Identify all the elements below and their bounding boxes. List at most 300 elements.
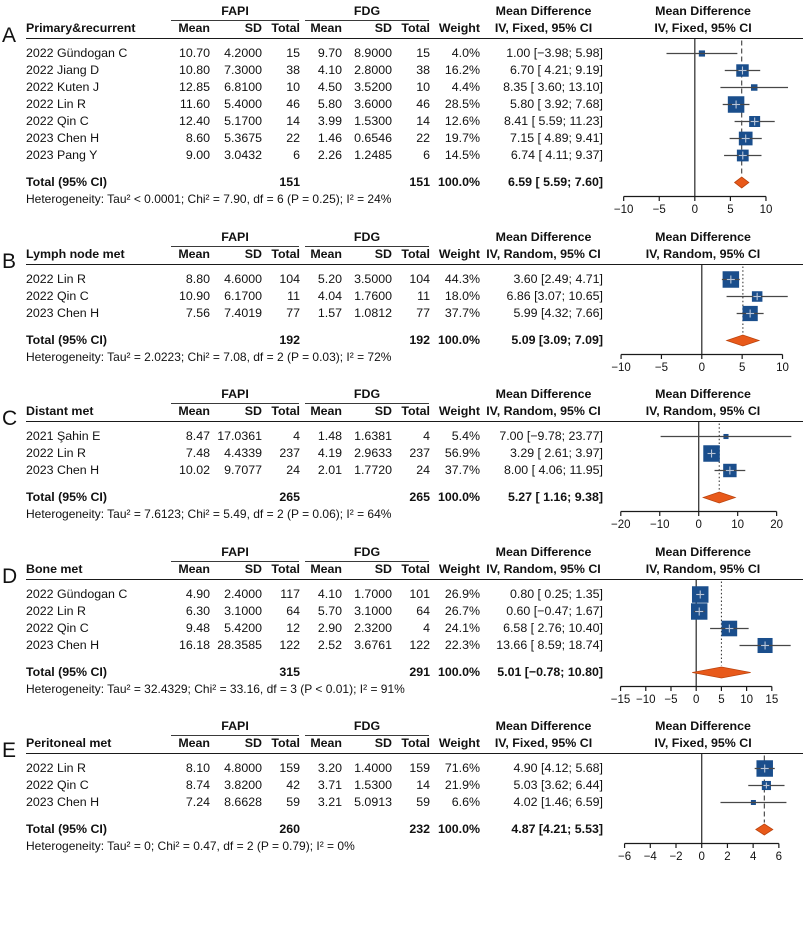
- study-weight: 22.3%: [444, 637, 480, 652]
- axis-tick-label: −4: [643, 851, 657, 863]
- col-total2: Total: [401, 21, 430, 35]
- panel-body: [26, 422, 803, 533]
- axis-tick-label: −10: [613, 204, 634, 216]
- fapi-total: 77: [286, 305, 300, 320]
- modality2-header: FDG: [305, 386, 429, 404]
- data-table: [26, 580, 605, 708]
- fdg-mean: 9.70: [317, 46, 342, 60]
- axis-tick-label: 4: [749, 851, 757, 863]
- axis-tick-label: 10: [776, 361, 789, 374]
- fdg-sd: 1.0812: [354, 305, 392, 320]
- fdg-mean: 2.90: [317, 620, 342, 635]
- total-label: Total (95% CI): [26, 490, 108, 504]
- study-weight: 6.6%: [451, 795, 480, 809]
- col-sd2: SD: [374, 246, 392, 261]
- fdg-sd: 2.9633: [354, 446, 392, 460]
- panel-letter: B: [2, 249, 17, 273]
- col-weight: Weight: [438, 21, 480, 35]
- modality2-header: FDG: [305, 3, 429, 21]
- study-weight: 37.7%: [444, 463, 480, 477]
- fapi-total: 122: [279, 637, 300, 652]
- study-ci: 3.60 [2.49; 4.71]: [513, 271, 603, 286]
- fdg-mean: 4.19: [317, 446, 342, 460]
- fapi-mean: 8.60: [185, 131, 210, 145]
- panel-body: [26, 39, 803, 218]
- study-row: [26, 271, 605, 288]
- study-row: [26, 62, 605, 79]
- study-weight: 21.9%: [444, 778, 480, 792]
- study-row: [26, 147, 605, 164]
- study-row: [26, 96, 605, 113]
- study-row: [26, 445, 605, 462]
- col-total1: Total: [271, 21, 300, 35]
- total-diamond: [703, 492, 735, 503]
- study-row: [26, 113, 605, 130]
- total-diamond: [727, 335, 759, 346]
- fapi-mean: 7.24: [185, 795, 210, 809]
- fdg-total: 22: [416, 131, 430, 145]
- study-row: [26, 760, 605, 777]
- study-ci: 7.15 [ 4.89; 9.41]: [509, 131, 603, 145]
- fapi-mean: 7.56: [185, 305, 210, 320]
- fapi-total: 11: [287, 288, 300, 303]
- study-label: 2022 Lin R: [26, 446, 86, 460]
- fapi-total: 12: [286, 620, 300, 635]
- col-sd1: SD: [244, 404, 262, 418]
- fdg-sd: 1.5300: [354, 778, 392, 792]
- model-header: IV, Random, 95% CI: [486, 246, 601, 261]
- panel-header: [26, 718, 803, 754]
- panel-header: [26, 229, 803, 265]
- data-table: [26, 422, 605, 533]
- study-rows: [26, 586, 605, 654]
- fdg-mean: 3.99: [317, 114, 342, 128]
- fapi-total: 117: [280, 586, 300, 601]
- table-header: [26, 3, 605, 37]
- total-n1: 192: [279, 332, 300, 347]
- study-row: [26, 305, 605, 322]
- plot-header: [605, 229, 801, 263]
- fapi-sd: 8.6628: [224, 795, 262, 809]
- fdg-mean: 4.04: [317, 288, 342, 303]
- axis-tick-label: 6: [775, 851, 783, 863]
- study-weight: 24.1%: [444, 620, 480, 635]
- axis-tick-label: 5: [718, 693, 725, 706]
- total-row: [26, 489, 605, 506]
- total-diamond: [692, 667, 750, 678]
- study-rows: [26, 45, 605, 164]
- total-n2: 151: [409, 175, 430, 189]
- forest-panel: [0, 718, 803, 865]
- forest-plot-svg: [605, 580, 801, 708]
- col-weight: Weight: [438, 404, 480, 418]
- total-weight: 100.0%: [437, 664, 480, 679]
- plot-header: [605, 3, 801, 37]
- col-mean2: Mean: [310, 21, 342, 35]
- study-row: [26, 603, 605, 620]
- fdg-sd: 3.6761: [354, 637, 392, 652]
- fdg-sd: 5.0913: [354, 795, 392, 809]
- fapi-total: 10: [286, 80, 300, 94]
- col-sd1: SD: [244, 561, 262, 576]
- study-ci: 13.66 [ 8.59; 18.74]: [496, 637, 603, 652]
- study-label: 2023 Chen H: [26, 795, 100, 809]
- fdg-mean: 5.80: [317, 97, 342, 111]
- study-row: [26, 428, 605, 445]
- col-total2: Total: [401, 246, 430, 261]
- fapi-mean: 9.48: [185, 620, 210, 635]
- effect-header: Mean Difference: [495, 544, 592, 559]
- axis-tick-label: −10: [636, 693, 656, 706]
- fapi-total: 6: [293, 148, 300, 162]
- col-mean1: Mean: [178, 404, 210, 418]
- study-row: [26, 288, 605, 305]
- group-label: Peritoneal met: [26, 736, 112, 750]
- table-header: [26, 544, 605, 578]
- fdg-sd: 3.5200: [354, 80, 392, 94]
- fdg-mean: 1.57: [317, 305, 342, 320]
- fapi-total: 4: [293, 429, 300, 443]
- study-ci: 6.86 [3.07; 10.65]: [506, 288, 603, 303]
- study-row: [26, 130, 605, 147]
- fdg-total: 11: [417, 288, 430, 303]
- study-ci: 5.99 [4.32; 7.66]: [513, 305, 603, 320]
- fdg-mean: 3.20: [317, 761, 342, 775]
- axis-tick-label: −6: [618, 851, 632, 863]
- study-label: 2023 Chen H: [26, 463, 100, 477]
- total-weight: 100.0%: [437, 822, 480, 836]
- study-label: 2022 Qin C: [26, 288, 89, 303]
- panel-letter: A: [2, 24, 17, 47]
- axis-tick-label: 0: [691, 204, 699, 216]
- study-ci: 4.02 [1.46; 6.59]: [513, 795, 603, 809]
- fdg-sd: 1.7600: [354, 288, 392, 303]
- fdg-sd: 2.8000: [354, 63, 392, 77]
- axis-tick-label: −5: [654, 361, 668, 374]
- fapi-sd: 9.7077: [224, 463, 262, 477]
- fdg-mean: 1.48: [317, 429, 342, 443]
- fapi-mean: 10.70: [178, 46, 210, 60]
- fapi-total: 22: [286, 131, 300, 145]
- study-label: 2022 Qin C: [26, 114, 89, 128]
- table-header: [26, 386, 605, 420]
- fdg-total: 15: [416, 46, 430, 60]
- study-label: 2022 Gündogan C: [26, 46, 128, 60]
- total-label: Total (95% CI): [26, 332, 108, 347]
- study-row: [26, 637, 605, 654]
- modality1-header: FAPI: [171, 386, 299, 404]
- forest-panel: [0, 3, 803, 218]
- fapi-mean: 10.02: [178, 463, 210, 477]
- panel-body: [26, 754, 803, 865]
- data-table: [26, 39, 605, 218]
- plot-effect-header: Mean Difference: [655, 229, 751, 244]
- fapi-sd: 7.4019: [224, 305, 262, 320]
- fapi-mean: 10.90: [178, 288, 210, 303]
- fdg-sd: 3.5000: [354, 271, 392, 286]
- fapi-total: 38: [286, 63, 300, 77]
- modality2-header: FDG: [305, 718, 429, 736]
- heterogeneity-text: Heterogeneity: Tau² = 0; Chi² = 0.47, df = 2 (P = 0.79); I² = 0%: [26, 839, 355, 853]
- fdg-sd: 0.6546: [354, 131, 392, 145]
- study-weight: 16.2%: [444, 63, 480, 77]
- forest-panel: [0, 229, 803, 376]
- fapi-mean: 8.47: [185, 429, 210, 443]
- total-n2: 232: [409, 822, 430, 836]
- forest-panel: [0, 544, 803, 708]
- study-rows: [26, 760, 605, 811]
- fapi-sd: 5.4000: [224, 97, 262, 111]
- study-ci: 5.03 [3.62; 6.44]: [513, 778, 603, 792]
- fapi-sd: 4.2000: [224, 46, 262, 60]
- study-ci: 3.29 [ 2.61; 3.97]: [509, 446, 603, 460]
- fdg-total: 24: [416, 463, 430, 477]
- study-rows: [26, 428, 605, 479]
- study-rows: [26, 271, 605, 322]
- axis-tick-label: 10: [740, 693, 754, 706]
- total-n1: 260: [279, 822, 300, 836]
- axis-tick-label: −20: [611, 519, 631, 531]
- study-label: 2022 Lin R: [26, 603, 86, 618]
- panel-content: [26, 3, 803, 218]
- modality2-header: FDG: [305, 544, 429, 562]
- col-sd2: SD: [374, 561, 392, 576]
- plot-model-header: IV, Fixed, 95% CI: [654, 21, 752, 35]
- total-row: [26, 821, 605, 838]
- fdg-sd: 8.9000: [354, 46, 392, 60]
- fapi-sd: 7.3000: [224, 63, 262, 77]
- total-weight: 100.0%: [437, 175, 480, 189]
- col-total1: Total: [271, 561, 300, 576]
- panel-letter: C: [2, 407, 18, 430]
- study-ci: 5.80 [ 3.92; 7.68]: [509, 97, 603, 111]
- col-mean1: Mean: [178, 736, 210, 750]
- total-row: [26, 664, 605, 681]
- total-ci: 5.09 [3.09; 7.09]: [511, 332, 603, 347]
- axis-tick-label: 5: [738, 361, 746, 374]
- fdg-total: 59: [416, 795, 430, 809]
- study-label: 2023 Chen H: [26, 305, 100, 320]
- forest-plot-svg: [605, 422, 801, 533]
- fdg-mean: 3.21: [317, 795, 342, 809]
- group-label: Distant met: [26, 404, 94, 418]
- fdg-total: 101: [409, 586, 430, 601]
- fapi-sd: 5.1700: [224, 114, 262, 128]
- study-weight: 71.6%: [444, 761, 480, 775]
- table-header: [26, 229, 605, 263]
- effect-header: Mean Difference: [495, 229, 592, 244]
- axis-tick-label: 10: [759, 204, 773, 216]
- total-weight: 100.0%: [437, 490, 480, 504]
- fapi-sd: 6.1700: [224, 288, 262, 303]
- axis-tick-label: 0: [698, 361, 705, 374]
- study-ci: 8.41 [ 5.59; 11.23]: [504, 114, 603, 128]
- col-mean1: Mean: [178, 246, 210, 261]
- fapi-total: 14: [286, 114, 300, 128]
- fdg-mean: 2.52: [317, 637, 342, 652]
- total-n1: 151: [279, 175, 300, 189]
- total-label: Total (95% CI): [26, 175, 108, 189]
- panel-content: [26, 229, 803, 376]
- axis-tick-label: −5: [664, 693, 678, 706]
- panel-header: [26, 386, 803, 422]
- panel-header: [26, 3, 803, 39]
- fdg-total: 10: [416, 80, 430, 94]
- plot-effect-header: Mean Difference: [655, 719, 751, 733]
- plot-header: [605, 718, 801, 752]
- fapi-sd: 2.4000: [224, 586, 262, 601]
- col-mean2: Mean: [310, 404, 342, 418]
- axis-tick-label: 5: [727, 204, 734, 216]
- fapi-mean: 8.80: [185, 271, 210, 286]
- modality1-header: FAPI: [171, 229, 299, 247]
- fdg-sd: 1.7000: [354, 586, 392, 601]
- modality1-header: FAPI: [171, 544, 299, 562]
- effect-header: Mean Difference: [495, 4, 592, 18]
- total-n2: 192: [409, 332, 430, 347]
- study-weight: 5.4%: [451, 429, 480, 443]
- panel-letter: E: [2, 739, 17, 762]
- study-label: 2022 Jiang D: [26, 63, 100, 77]
- forest-plot-svg: [605, 265, 801, 376]
- panel-body: [26, 580, 803, 708]
- fapi-sd: 3.0432: [224, 148, 262, 162]
- fapi-sd: 5.3675: [224, 131, 262, 145]
- fapi-total: 64: [286, 603, 300, 618]
- fdg-total: 104: [409, 271, 430, 286]
- panel-content: [26, 544, 803, 708]
- modality2-header: FDG: [305, 229, 429, 247]
- axis-tick-label: −10: [649, 519, 670, 531]
- total-row: [26, 332, 605, 349]
- total-label: Total (95% CI): [26, 664, 108, 679]
- axis-tick-label: −10: [611, 361, 631, 374]
- col-total1: Total: [271, 404, 300, 418]
- col-mean2: Mean: [310, 561, 342, 576]
- plot-header: [605, 386, 801, 420]
- total-ci: 5.27 [ 1.16; 9.38]: [507, 490, 603, 504]
- study-ci: 1.00 [−3.98; 5.98]: [506, 46, 603, 60]
- total-row: [26, 174, 605, 191]
- fapi-total: 59: [286, 795, 300, 809]
- study-weight: 44.3%: [444, 271, 480, 286]
- total-n1: 315: [279, 664, 300, 679]
- fdg-sd: 3.1000: [354, 603, 392, 618]
- total-label: Total (95% CI): [26, 822, 108, 836]
- plot-effect-header: Mean Difference: [655, 387, 751, 401]
- fdg-sd: 1.6381: [354, 429, 392, 443]
- group-label: Bone met: [26, 561, 83, 576]
- table-header: [26, 718, 605, 752]
- axis-tick-label: 0: [695, 519, 702, 531]
- fdg-mean: 2.26: [317, 148, 342, 162]
- plot-model-header: IV, Fixed, 95% CI: [654, 736, 752, 750]
- fdg-total: 77: [416, 305, 430, 320]
- heterogeneity-text: Heterogeneity: Tau² = 32.4329; Chi² = 33.16, df = 3 (P < 0.01); I² = 91%: [26, 681, 405, 696]
- axis-tick-label: −15: [610, 693, 631, 706]
- fapi-sd: 4.6000: [224, 271, 262, 286]
- study-weight: 19.7%: [444, 131, 480, 145]
- panel-header: [26, 544, 803, 580]
- study-ci: 6.58 [ 2.76; 10.40]: [503, 620, 603, 635]
- col-total2: Total: [401, 561, 430, 576]
- fapi-sd: 28.3585: [217, 637, 262, 652]
- plot-model-header: IV, Random, 95% CI: [645, 561, 761, 576]
- fapi-total: 237: [279, 446, 300, 460]
- study-weight: 18.0%: [444, 288, 480, 303]
- fapi-sd: 4.8000: [224, 761, 262, 775]
- fapi-mean: 16.18: [178, 637, 210, 652]
- fapi-total: 159: [279, 761, 300, 775]
- model-header: IV, Random, 95% CI: [486, 404, 601, 418]
- fdg-mean: 3.71: [317, 778, 342, 792]
- col-total1: Total: [271, 736, 300, 750]
- total-ci: 6.59 [ 5.59; 7.60]: [507, 175, 603, 189]
- study-label: 2022 Gündogan C: [26, 586, 128, 601]
- study-label: 2023 Chen H: [26, 637, 100, 652]
- fdg-total: 4: [423, 620, 430, 635]
- fapi-mean: 6.30: [185, 603, 210, 618]
- study-weight: 56.9%: [444, 446, 480, 460]
- study-ci: 6.70 [ 4.21; 9.19]: [509, 63, 603, 77]
- fapi-sd: 3.8200: [224, 778, 262, 792]
- study-weight: 12.6%: [444, 114, 480, 128]
- forest-plot-svg: [605, 39, 801, 218]
- fdg-sd: 1.2485: [354, 148, 392, 162]
- fdg-mean: 4.10: [317, 586, 342, 601]
- fapi-mean: 8.10: [185, 761, 210, 775]
- fdg-total: 4: [423, 429, 430, 443]
- axis-tick-label: 15: [765, 693, 779, 706]
- axis-tick-label: −2: [669, 851, 683, 863]
- panel-content: [26, 718, 803, 865]
- study-weight: 4.0%: [451, 46, 480, 60]
- plot-effect-header: Mean Difference: [655, 544, 751, 559]
- study-ci: 0.80 [ 0.25; 1.35]: [509, 586, 603, 601]
- study-label: 2022 Lin R: [26, 97, 86, 111]
- panel-content: [26, 386, 803, 533]
- col-mean2: Mean: [310, 246, 342, 261]
- heterogeneity-text: Heterogeneity: Tau² = 2.0223; Chi² = 7.08, df = 2 (P = 0.03); I² = 72%: [26, 349, 392, 364]
- col-sd1: SD: [244, 246, 262, 261]
- study-label: 2022 Lin R: [26, 271, 86, 286]
- effect-header: Mean Difference: [495, 719, 592, 733]
- heterogeneity-text: Heterogeneity: Tau² < 0.0001; Chi² = 7.90, df = 6 (P = 0.25); I² = 24%: [26, 192, 392, 206]
- study-row: [26, 620, 605, 637]
- fdg-mean: 5.20: [317, 271, 342, 286]
- total-diamond: [756, 824, 773, 835]
- study-label: 2021 Şahin E: [26, 429, 101, 443]
- panel-letter: D: [2, 564, 18, 588]
- effect-header: Mean Difference: [495, 387, 592, 401]
- fdg-sd: 2.3200: [354, 620, 392, 635]
- study-weight: 37.7%: [444, 305, 480, 320]
- col-mean1: Mean: [178, 561, 210, 576]
- fapi-sd: 17.0361: [217, 429, 262, 443]
- study-weight: 14.5%: [444, 148, 480, 162]
- total-ci: 4.87 [4.21; 5.53]: [511, 822, 603, 836]
- axis-tick-label: 10: [731, 519, 745, 531]
- study-ci: 8.35 [ 3.60; 13.10]: [503, 80, 603, 94]
- fdg-total: 6: [423, 148, 430, 162]
- fdg-mean: 1.46: [317, 131, 342, 145]
- fapi-mean: 12.40: [178, 114, 210, 128]
- study-ci: 8.00 [ 4.06; 11.95]: [504, 463, 603, 477]
- col-total2: Total: [401, 404, 430, 418]
- fapi-total: 15: [286, 46, 300, 60]
- total-n1: 265: [279, 490, 300, 504]
- axis-tick-label: 0: [692, 693, 700, 706]
